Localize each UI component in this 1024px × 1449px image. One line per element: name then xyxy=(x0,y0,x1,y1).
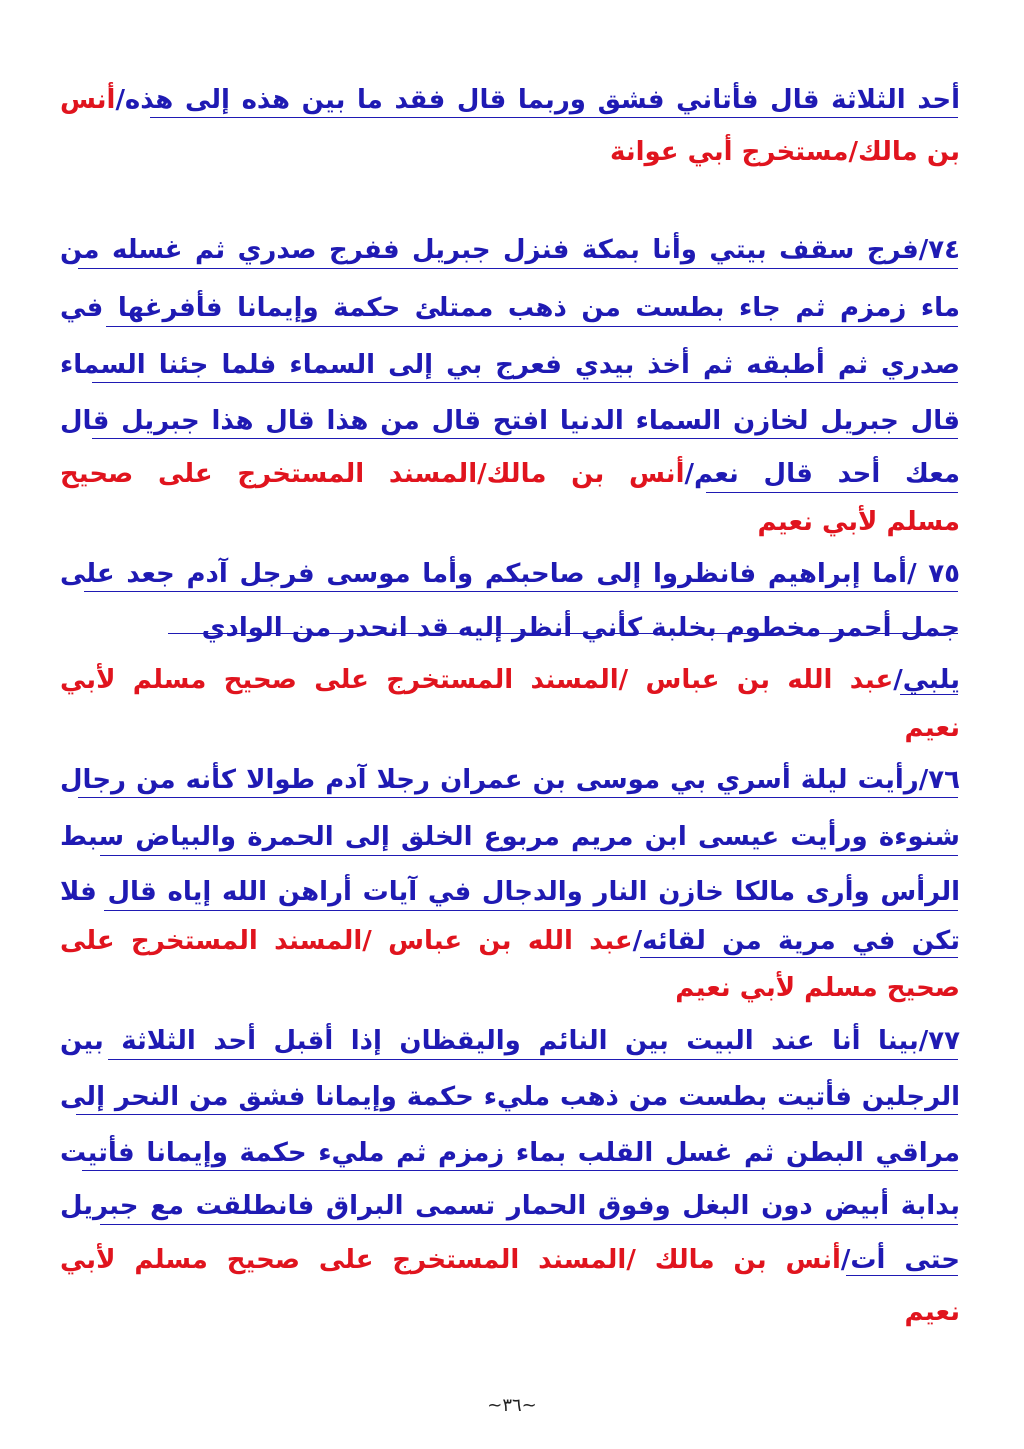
hadith-source: أنس بن مالك /المسند المستخرج على صحيح مسلم لأبي xyxy=(60,1245,841,1275)
text-line xyxy=(60,868,960,916)
hadith-text: شنوءة ورأيت عيسى ابن مريم مربوع الخلق إلى الحمرة والبياض سبط xyxy=(60,822,960,852)
text-line xyxy=(60,450,960,498)
hadith-source: عبد الله بن عباس /المسند المستخرج على xyxy=(60,926,633,956)
hadith-text: تكن في مرية من لقائه/ xyxy=(632,926,960,956)
text-line xyxy=(60,226,960,274)
text-line xyxy=(60,1288,960,1336)
line-underline xyxy=(108,1059,958,1060)
text-line xyxy=(60,284,960,332)
hadith-text: الرجلين فأتيت بطست من ذهب مليء حكمة وإيمانا فشق من النحر إلى xyxy=(60,1082,960,1112)
hadith-text: قال جبريل لخازن السماء الدنيا افتح قال من هذا قال هذا جبريل قال xyxy=(60,406,960,436)
line-underline xyxy=(100,1224,958,1225)
hadith-text: صدري ثم أطبقه ثم أخذ بيدي فعرج بي إلى السماء فلما جئنا السماء xyxy=(60,350,960,380)
hadith-text: يلبي/ xyxy=(893,665,960,695)
line-underline xyxy=(150,117,958,118)
hadith-text: مراقي البطن ثم غسل القلب بماء زمزم ثم مليء حكمة وإيمانا فأتيت xyxy=(60,1138,960,1168)
hadith-text: ٧٦/رأيت ليلة أسري بي موسى بن عمران رجلا آدم طوالا كأنه من رجال xyxy=(60,765,960,795)
line-underline xyxy=(640,957,958,958)
line-underline xyxy=(706,492,958,493)
page-number: ~٣٦~ xyxy=(487,1395,537,1416)
hadith-text: معك أحد قال نعم/ xyxy=(684,459,960,489)
hadith-source: نعيم xyxy=(904,713,960,743)
hadith-text: حتى أت/ xyxy=(840,1245,960,1275)
hadith-text: ٧٥ /أما إبراهيم فانظروا إلى صاحبكم وأما موسى فرجل آدم جعد على xyxy=(60,559,960,589)
line-underline xyxy=(168,633,958,634)
line-underline xyxy=(76,1114,958,1115)
line-underline xyxy=(78,268,958,269)
line-underline xyxy=(78,797,958,798)
text-line xyxy=(60,656,960,704)
hadith-text: ماء زمزم ثم جاء بطست من ذهب ممتلئ حكمة وإيمانا فأفرغها في xyxy=(60,293,960,323)
hadith-text: بدابة أبيض دون البغل وفوق الحمار تسمى البراق فانطلقت مع جبريل xyxy=(60,1191,960,1221)
line-underline xyxy=(846,1275,958,1276)
text-line xyxy=(60,498,960,546)
hadith-source: عبد الله بن عباس /المسند المستخرج على صحيح مسلم لأبي xyxy=(60,665,894,695)
line-underline xyxy=(104,910,958,911)
hadith-text: ٧٤/فرج سقف بيتي وأنا بمكة فنزل جبريل ففرج صدري ثم غسله من xyxy=(60,235,960,265)
hadith-source: أنس xyxy=(60,85,116,115)
line-underline xyxy=(92,382,958,383)
line-underline xyxy=(900,694,958,695)
text-line xyxy=(60,813,960,861)
line-underline xyxy=(84,591,958,592)
text-line xyxy=(60,604,960,652)
line-underline xyxy=(92,438,958,439)
text-line xyxy=(60,1017,960,1065)
hadith-text: ٧٧/بينا أنا عند البيت بين النائم واليقظان إذا أقبل أحد الثلاثة بين xyxy=(60,1026,960,1056)
line-underline xyxy=(100,855,958,856)
text-line xyxy=(60,1182,960,1230)
text-line xyxy=(60,128,960,176)
hadith-source: أنس بن مالك/المسند المستخرج على صحيح xyxy=(60,459,685,489)
hadith-source: بن مالك/مستخرج أبي عوانة xyxy=(610,137,960,167)
hadith-source: مسلم لأبي نعيم xyxy=(757,507,960,537)
line-underline xyxy=(82,1170,958,1171)
hadith-text: أحد الثلاثة قال فأتاني فشق وربما قال فقد ما بين هذه إلى هذه/ xyxy=(115,85,960,115)
hadith-text: جمل أحمر مخطوم بخلبة كأني أنظر إليه قد انحدر من الوادي xyxy=(201,613,960,643)
hadith-source: صحيح مسلم لأبي نعيم xyxy=(675,973,960,1003)
line-underline xyxy=(106,326,958,327)
hadith-source: نعيم xyxy=(904,1297,960,1327)
text-line xyxy=(60,964,960,1012)
text-line xyxy=(60,1236,960,1284)
hadith-text: الرأس وأرى مالكا خازن النار والدجال في آيات أراهن الله إياه قال فلا xyxy=(60,877,960,907)
text-line xyxy=(60,704,960,752)
